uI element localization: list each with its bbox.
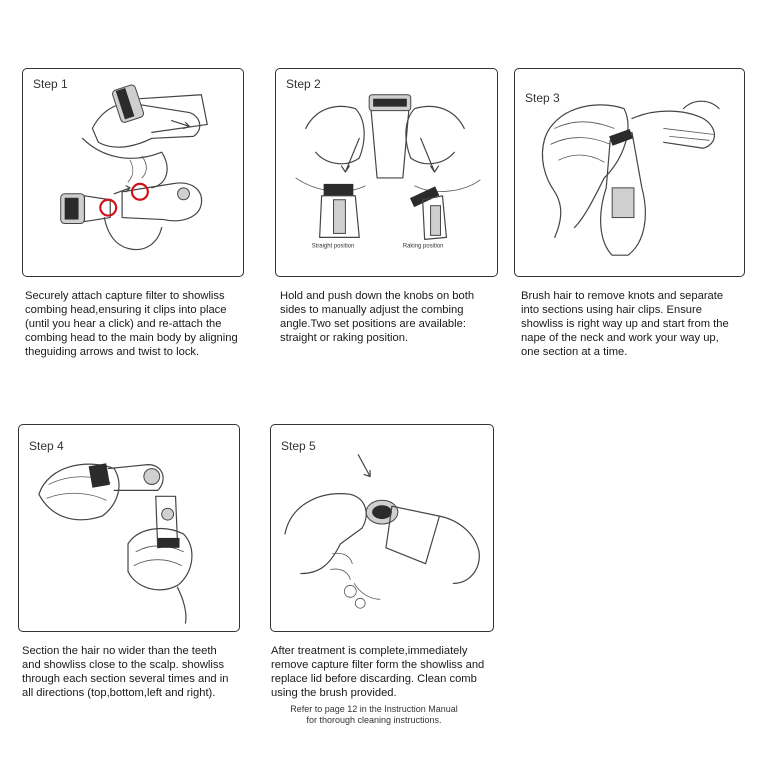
straight-position-caption: Straight position <box>311 243 355 250</box>
step-2-line: angle.Two set positions are available: <box>280 318 466 330</box>
step-1-line: Securely attach capture filter to showliss <box>25 290 225 302</box>
step-5-line: replace lid before discarding. Clean comb <box>271 673 477 685</box>
step-3-line: nape of the neck and work your way up, <box>521 332 719 344</box>
step-4-line: and showliss close to the scalp. showliss <box>22 659 225 671</box>
step-3-line: Brush hair to remove knots and separate <box>521 290 724 302</box>
cleaning-note-line: Refer to page 12 in the Instruction Manual <box>290 704 458 714</box>
step-5-line: using the brush provided. <box>271 687 397 699</box>
step-4-panel <box>18 424 240 632</box>
cleaning-note <box>276 704 472 726</box>
step-4-illustration <box>19 425 239 631</box>
step-5-panel <box>270 424 494 632</box>
raking-position-caption: Raking position <box>402 243 444 250</box>
step-2-description <box>280 289 474 345</box>
step-4-line: Section the hair no wider than the teeth <box>22 645 217 657</box>
step-4-description <box>22 644 228 700</box>
step-2-line: sides to manually adjust the combing <box>280 304 464 316</box>
step-2-panel <box>275 68 498 277</box>
step-1-label: Step 1 <box>33 77 68 91</box>
step-2-illustration <box>276 69 497 276</box>
step-5-line: After treatment is complete,immediately <box>271 645 468 657</box>
cleaning-note-line: for thorough cleaning instructions. <box>306 715 442 725</box>
step-1-line: theguiding arrows and twist to lock. <box>25 346 200 358</box>
step-1-line: combing head to the main body by aligning <box>25 332 238 344</box>
step-3-description <box>521 289 729 359</box>
step-5-description <box>271 644 484 700</box>
step-4-label: Step 4 <box>29 439 64 453</box>
step-2-line: Hold and push down the knobs on both <box>280 290 475 302</box>
step-1-line: combing head,ensuring it clips into place <box>25 304 227 316</box>
step-3-label: Step 3 <box>525 91 560 105</box>
step-3-line: into sections using hair clips. Ensure <box>521 304 702 316</box>
step-3-panel <box>514 68 745 277</box>
step-4-line: all directions (top,bottom,left and right). <box>22 687 216 699</box>
step-1-illustration <box>23 69 243 276</box>
step-5-illustration <box>271 425 493 631</box>
step-1-panel <box>22 68 244 277</box>
step-5-line: remove capture filter form the showliss and <box>271 659 485 671</box>
step-3-line: showliss is right way up and start from the <box>521 318 729 330</box>
step-2-label: Step 2 <box>286 77 321 91</box>
step-1-description <box>25 289 238 359</box>
step-5-label: Step 5 <box>281 439 316 453</box>
step-2-line: straight or raking position. <box>280 332 409 344</box>
step-3-line: one section at a time. <box>521 346 628 358</box>
step-4-line: through each section several times and in <box>22 673 229 685</box>
step-1-line: (until you hear a click) and re-attach the <box>25 318 222 330</box>
